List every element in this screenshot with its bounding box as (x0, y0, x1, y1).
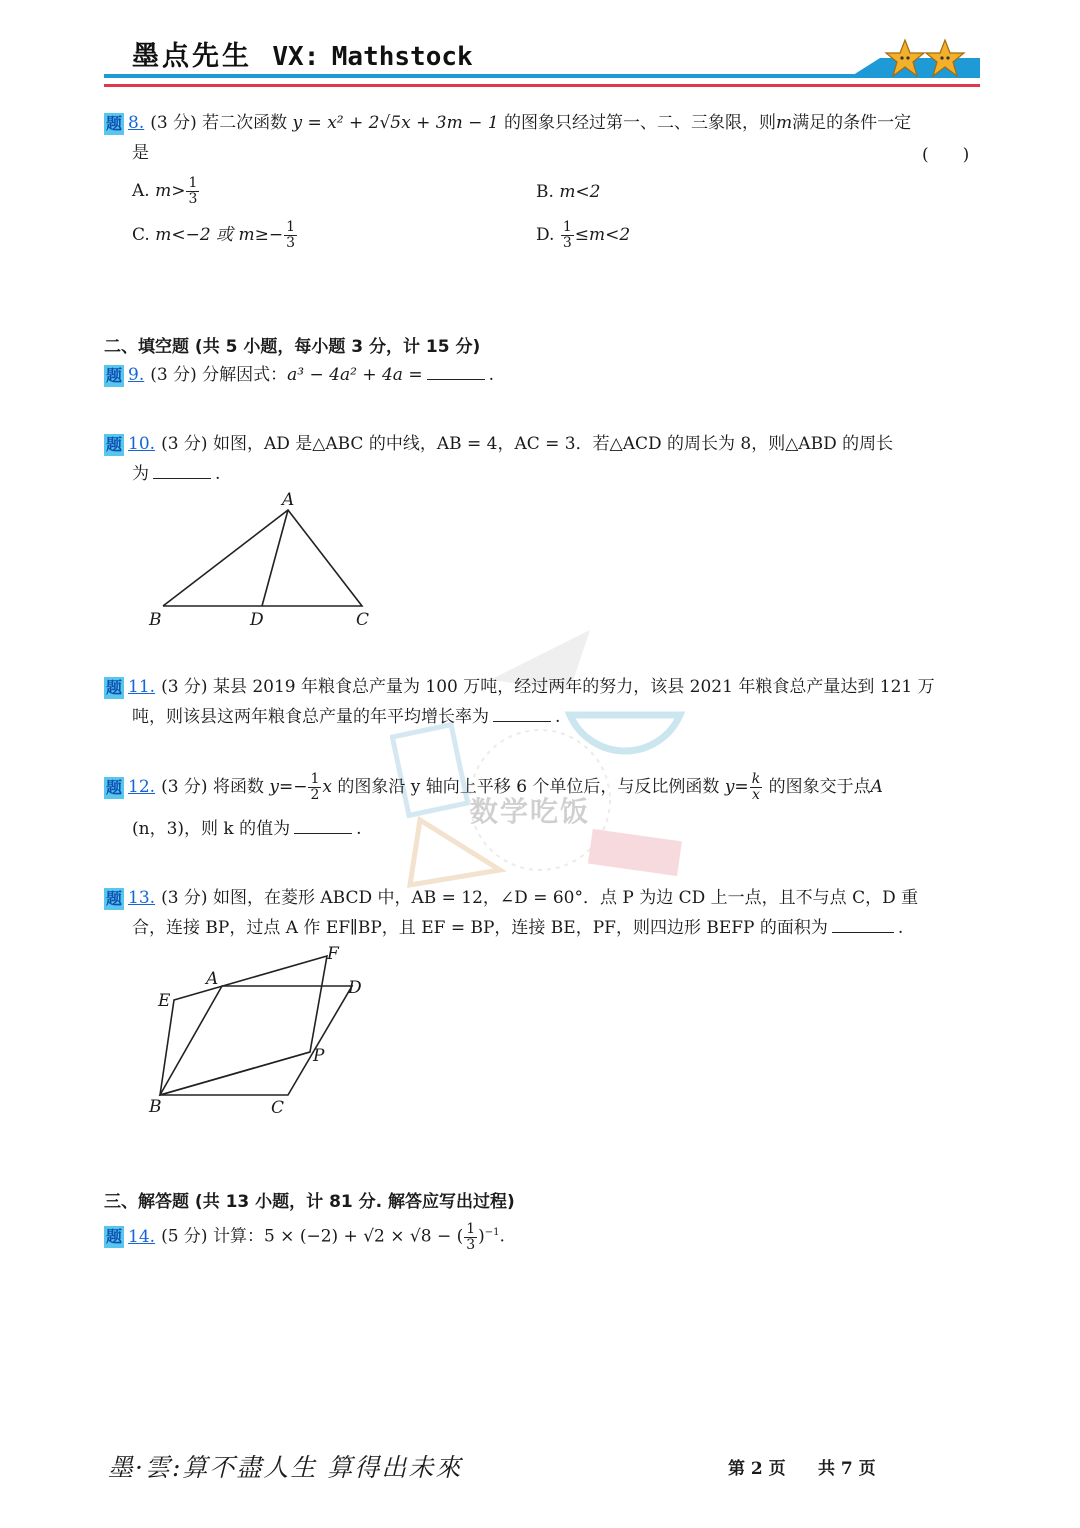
option-d[interactable] (536, 220, 630, 251)
answer-blank[interactable] (493, 707, 551, 722)
formula: ) (478, 1226, 485, 1247)
period: . (488, 365, 494, 385)
question-text: (3 分) 某县 2019 年粮食总产量为 100 万吨，经过两年的努力，该县 2021 年粮食总产量达到 121 万 (161, 677, 935, 697)
vertex-label-d: D (250, 610, 264, 630)
question-badge: 题 (106, 365, 123, 385)
denominator: 3 (188, 191, 198, 207)
formula: y = x² + 2√5x + 3m − 1 (292, 113, 499, 133)
question-badge: 题 (106, 677, 123, 697)
header (0, 0, 1080, 100)
answer-blank[interactable] (294, 819, 352, 834)
numerator: 1 (188, 175, 198, 191)
question-text: 满足的条件一定 (792, 113, 912, 133)
option-label: A. (132, 181, 150, 201)
denominator: 3 (562, 235, 572, 251)
question-9 (104, 362, 494, 388)
brand-name: 墨点先生 (132, 41, 252, 72)
vertex-label-a: A (282, 490, 295, 510)
vertex-label-d: D (348, 978, 362, 998)
question-text: (n，3)，则 k 的值为 (132, 819, 291, 839)
question-badge: 题 (106, 1227, 123, 1247)
question-8-line2: 是 (132, 143, 149, 163)
question-number: 9. (128, 365, 145, 385)
question-text: 的图象交于点 (768, 777, 871, 797)
vertex-label-f: F (327, 944, 339, 964)
footer-motto: 墨·雲:算不盡人生 算得出未來 (108, 1453, 463, 1482)
option-b[interactable] (536, 182, 601, 202)
option-expr: m<2 (559, 182, 601, 202)
numerator: 1 (562, 219, 572, 235)
question-10-line2 (132, 461, 220, 487)
denominator: 3 (466, 1236, 476, 1253)
question-8 (104, 110, 911, 136)
watermark-text: 数学吃饭 (470, 795, 591, 828)
page-total: 共 7 页 (818, 1459, 876, 1479)
option-c[interactable] (132, 220, 298, 251)
option-op: > (171, 181, 186, 201)
question-13-line2 (132, 915, 903, 941)
fraction (464, 1222, 477, 1253)
fraction (750, 772, 762, 803)
question-13 (104, 885, 918, 911)
question-number: 12. (128, 777, 156, 797)
question-badge: 题 (106, 888, 123, 908)
question-badge: 题 (106, 777, 123, 797)
triangle-diagram (140, 490, 390, 635)
vertex-label-p: P (313, 1046, 325, 1066)
question-badge: 题 (106, 434, 123, 454)
answer-blank[interactable] (832, 918, 894, 933)
vertex-label-e: E (158, 991, 171, 1011)
option-expr: ≤m<2 (574, 225, 631, 245)
formula: a³ − 4a² + 4a = (287, 365, 423, 385)
question-text: 合，连接 BP，过点 A 作 EF∥BP，且 EF = BP，连接 BE，PF，则四边形 BEFP 的面积为 (132, 918, 828, 938)
answer-paren: ( ) (922, 145, 970, 165)
question-number: 14. (128, 1226, 156, 1247)
period: . (897, 918, 904, 938)
exponent: −1 (484, 1227, 500, 1238)
question-11-line2 (132, 704, 560, 730)
star-icon (884, 38, 974, 80)
wechat-handle: Mathstock (331, 42, 473, 72)
fraction (308, 772, 321, 803)
variable: x (322, 777, 332, 797)
section-heading: 三、解答题 (共 13 小题，计 81 分. 解答应写出过程) (104, 1192, 515, 1212)
question-number: 8. (128, 113, 145, 133)
vertex-label-c: C (356, 610, 370, 630)
denominator: 2 (310, 787, 320, 803)
question-text: (3 分) 如图，在菱形 ABCD 中，AB = 12，∠D = 60°．点 P 为边 CD 上一点，且不与点 C，D 重 (161, 888, 919, 908)
formula: y= (724, 777, 749, 797)
vx-label: VX: (272, 42, 320, 72)
option-label: C. (132, 225, 150, 245)
period: . (499, 1226, 505, 1247)
denominator: x (751, 787, 760, 803)
answer-blank[interactable] (427, 365, 485, 380)
option-expr: m<−2 或 m≥− (155, 225, 284, 245)
fraction (561, 220, 574, 251)
period: . (356, 819, 362, 839)
triangle-figure (140, 490, 390, 635)
option-label: B. (536, 182, 554, 202)
question-number: 10. (128, 434, 156, 454)
numerator: k (751, 771, 761, 787)
vertex-label-b: B (149, 610, 162, 630)
question-text: (3 分) 分解因式： (150, 365, 288, 385)
question-text: 为 (132, 464, 149, 484)
formula: 5 × (−2) + √2 × √8 − ( (263, 1226, 464, 1247)
question-text: (3 分) 将函数 (161, 777, 264, 797)
page-number: 第 2 页 (728, 1459, 786, 1479)
formula: y=− (269, 777, 308, 797)
rhombus-figure (140, 940, 380, 1125)
denominator: 3 (286, 235, 295, 251)
question-text: (3 分) 若二次函数 (150, 113, 288, 133)
vertex-label-a: A (206, 969, 219, 989)
numerator: 1 (466, 1220, 476, 1237)
option-var: m (155, 181, 172, 201)
period: . (555, 707, 561, 727)
numerator: 1 (310, 771, 320, 787)
question-11 (104, 674, 935, 700)
vertex-label-c: C (271, 1098, 285, 1118)
period: . (215, 464, 221, 484)
section-heading: 二、填空题 (共 5 小题，每小题 3 分，计 15 分) (104, 337, 481, 357)
question-text: (3 分) 如图，AD 是△ABC 的中线，AB = 4，AC = 3．若△ACD 的周长为 8，则△ABD 的周长 (161, 434, 894, 454)
question-text: (5 分) 计算： (161, 1226, 264, 1247)
fraction (284, 220, 297, 251)
question-10 (104, 431, 893, 457)
point-label: A (870, 777, 883, 797)
question-number: 11. (128, 677, 156, 697)
option-a[interactable] (132, 176, 200, 207)
answer-blank[interactable] (153, 464, 211, 479)
question-12-line2 (132, 816, 362, 842)
question-number: 13. (128, 888, 156, 908)
question-text: 吨，则该县这两年粮食总产量的年平均增长率为 (132, 707, 489, 727)
watermark-graphic (390, 620, 720, 890)
question-badge: 题 (106, 113, 123, 133)
vertex-label-b: B (149, 1097, 162, 1117)
numerator: 1 (286, 219, 295, 235)
rhombus-diagram (140, 940, 380, 1125)
question-14 (104, 1220, 505, 1253)
fraction (186, 176, 199, 207)
question-text: 的图象沿 y 轴向上平移 6 个单位后，与反比例函数 (337, 777, 720, 797)
question-text: 的图象只经过第一、二、三象限，则 (503, 113, 776, 133)
watermark (390, 620, 720, 890)
option-label: D. (536, 225, 555, 245)
question-12 (104, 772, 883, 803)
variable: m (775, 113, 793, 133)
